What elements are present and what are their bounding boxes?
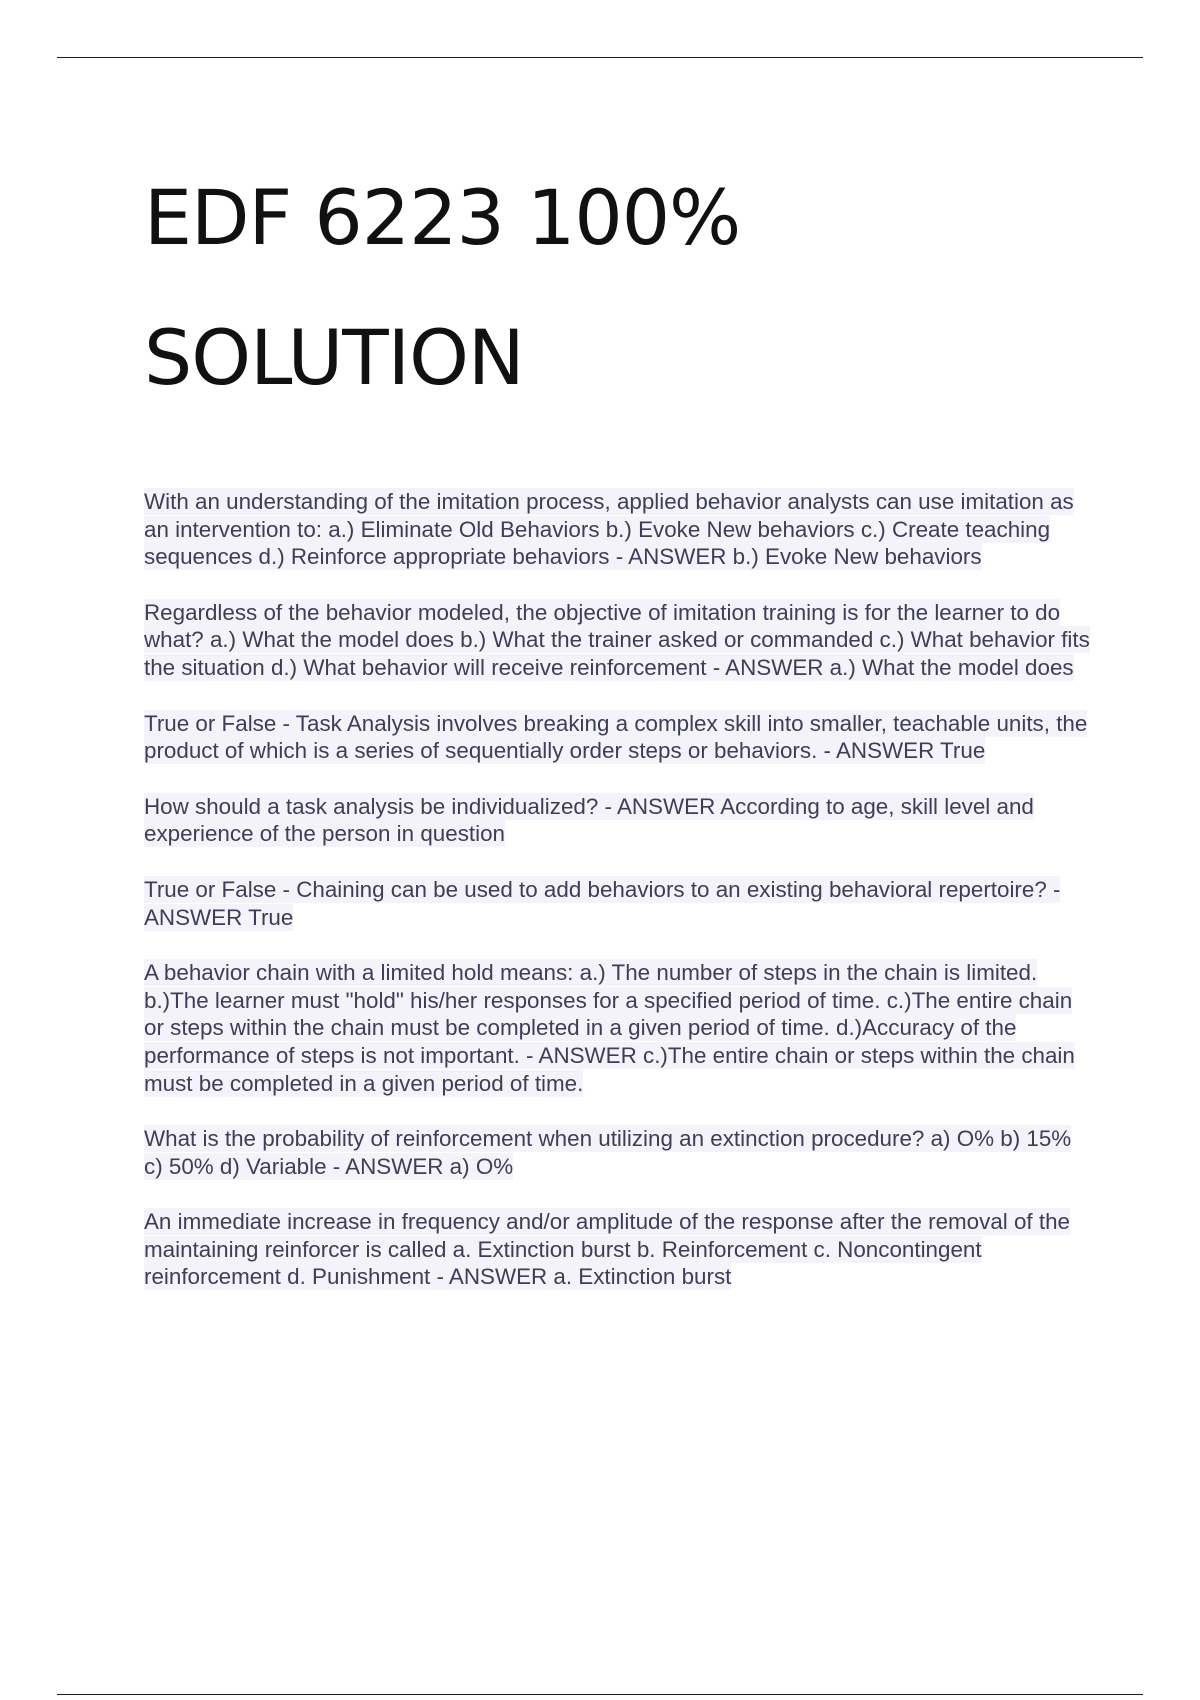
qa-text: With an understanding of the imitation process, applied behavior analysts can use imitation as an intervention to: a.) Eliminate Old Behaviors b.) Evoke New behaviors c.) Create teaching sequences d.) Reinforce appropriate behaviors - ANSWER b.) Evoke New behaviors xyxy=(144,489,1074,570)
qa-text: What is the probability of reinforcement when utilizing an extinction procedure? a) O% b) 15% c) 50% d) Variable - ANSWER a) O% xyxy=(144,1126,1072,1179)
qa-item-8 xyxy=(144,1208,1094,1291)
title-line-1: EDF 6223 100% xyxy=(144,173,741,262)
document-title xyxy=(144,148,1104,428)
qa-list xyxy=(144,488,1094,1319)
qa-text: An immediate increase in frequency and/or amplitude of the response after the removal of the maintaining reinforcer is called a. Extinction burst b. Reinforcement c. Noncontingent reinforcement d. Punishment - ANSWER a. Extinction burst xyxy=(144,1209,1070,1290)
qa-item-5 xyxy=(144,876,1094,931)
qa-item-7 xyxy=(144,1125,1094,1180)
qa-item-6 xyxy=(144,959,1094,1097)
qa-text: How should a task analysis be individualized? - ANSWER According to age, skill level and experience of the person in question xyxy=(144,793,1034,847)
top-rule xyxy=(57,57,1143,58)
qa-text: A behavior chain with a limited hold means: a.) The number of steps in the chain is limited. b.)The learner must "hold" his/her responses for a specified period of time. c.)The entire chain or steps within the chain must be completed in a given period of time. d.)Accuracy of the performance of steps is not important. - ANSWER c.)The entire chain or steps within the chain must be completed in a given period of time. xyxy=(144,960,1075,1096)
title-line-2: SOLUTION xyxy=(144,313,524,402)
qa-item-2 xyxy=(144,599,1094,682)
qa-text: True or False - Chaining can be used to add behaviors to an existing behavioral repertoire? - ANSWER True xyxy=(144,876,1061,930)
qa-text: Regardless of the behavior modeled, the objective of imitation training is for the learner to do what? a.) What the model does b.) What the trainer asked or commanded c.) What behavior fits the situation d.) What behavior will receive reinforcement - ANSWER a.) What the model does xyxy=(144,599,1090,680)
qa-item-3 xyxy=(144,710,1094,765)
bottom-rule xyxy=(57,1694,1143,1695)
qa-item-1 xyxy=(144,488,1094,571)
qa-item-4 xyxy=(144,793,1094,848)
qa-text: True or False - Task Analysis involves breaking a complex skill into smaller, teachable units, the product of which is a series of sequentially order steps or behaviors. - ANSWER True xyxy=(144,710,1088,764)
